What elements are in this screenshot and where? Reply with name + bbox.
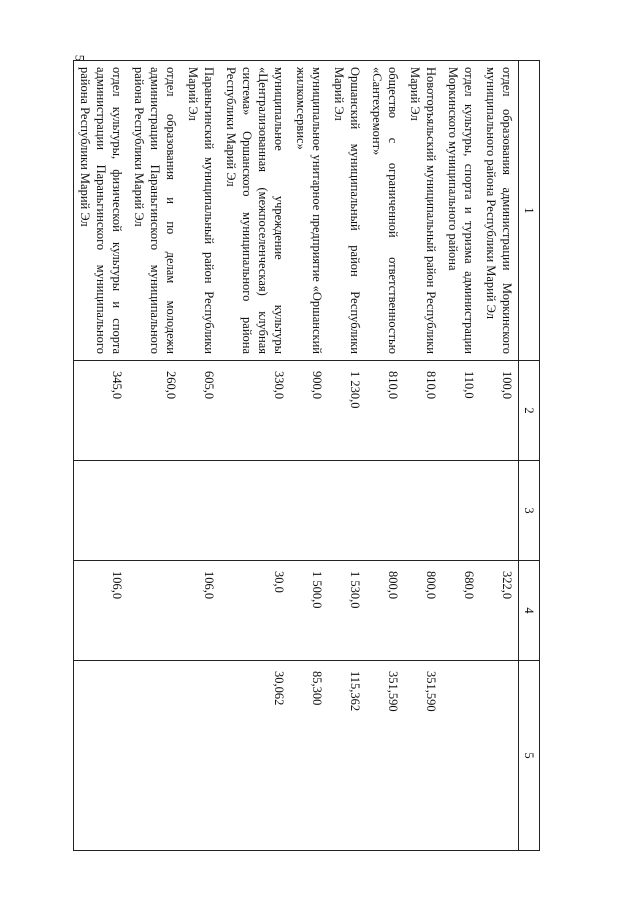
row-value-col3 [442, 461, 480, 561]
table-row [480, 61, 519, 851]
row-name-cell: отдел культуры, физической культуры и спорта администрации Параньгинского муниципального района Республики Марий Эл [74, 61, 129, 361]
table-row [128, 61, 182, 851]
row-value-col2: 100,0 [480, 361, 519, 461]
table-row [74, 61, 129, 851]
table-row [328, 61, 366, 851]
row-value-col3 [74, 461, 129, 561]
row-value-col5: 85,300 [290, 661, 328, 851]
row-value-col2: 900,0 [290, 361, 328, 461]
row-value-col4: 680,0 [442, 561, 480, 661]
column-header: 4 [519, 561, 540, 661]
table-row [442, 61, 480, 851]
row-value-col2: 345,0 [74, 361, 129, 461]
table-row [404, 61, 442, 851]
row-value-col3 [182, 461, 220, 561]
row-value-col5 [442, 661, 480, 851]
row-value-col5 [182, 661, 220, 851]
row-value-col4: 1 530,0 [328, 561, 366, 661]
table-row [220, 61, 290, 851]
row-name-cell: отдел образования администрации Моркинского муниципального района Республики Марий Эл [480, 61, 519, 361]
rotated-table-sheet [78, 60, 540, 850]
row-value-col3 [480, 461, 519, 561]
row-value-col2: 260,0 [128, 361, 182, 461]
budget-table [73, 60, 540, 851]
row-value-col4: 322,0 [480, 561, 519, 661]
row-value-col4: 800,0 [366, 561, 404, 661]
row-name-cell: отдел образования и по делам молодежи администрации Параньгинского муниципального района Республики Марий Эл [128, 61, 182, 361]
row-name-cell: Новоторъяльский муниципальный район Республики Марий Эл [404, 61, 442, 361]
row-value-col2: 810,0 [366, 361, 404, 461]
row-value-col5 [128, 661, 182, 851]
row-value-col3 [366, 461, 404, 561]
row-value-col2: 110,0 [442, 361, 480, 461]
table-header-row [519, 61, 540, 851]
row-value-col2: 1 230,0 [328, 361, 366, 461]
column-header: 5 [519, 661, 540, 851]
column-header: 1 [519, 61, 540, 361]
row-value-col4: 106,0 [182, 561, 220, 661]
row-value-col3 [328, 461, 366, 561]
row-name-cell: муниципальное унитарное предприятие «Оршанский жилкомсервис» [290, 61, 328, 361]
row-value-col3 [128, 461, 182, 561]
row-value-col5 [480, 661, 519, 851]
row-value-col5: 115,362 [328, 661, 366, 851]
row-name-cell: Оршанский муниципальный район Республики Марий Эл [328, 61, 366, 361]
table-row [182, 61, 220, 851]
row-name-cell: Параньгинский муниципальный район Республики Марий Эл [182, 61, 220, 361]
row-value-col5: 351,590 [366, 661, 404, 851]
row-value-col4: 800,0 [404, 561, 442, 661]
row-value-col4 [128, 561, 182, 661]
row-value-col3 [404, 461, 442, 561]
row-value-col3 [290, 461, 328, 561]
row-name-cell: отдел культуры, спорта и туризма администрации Моркинского муниципального района [442, 61, 480, 361]
row-value-col4: 1 500,0 [290, 561, 328, 661]
row-value-col2: 605,0 [182, 361, 220, 461]
column-header: 2 [519, 361, 540, 461]
row-value-col3 [220, 461, 290, 561]
row-name-cell: муниципальное учреждение культуры «Централизованная (межпоселенческая) клубная система» Оршанского муниципального района Республики Марий Эл [220, 61, 290, 361]
row-value-col5 [74, 661, 129, 851]
column-header: 3 [519, 461, 540, 561]
row-value-col4: 30,0 [220, 561, 290, 661]
row-value-col5: 351,590 [404, 661, 442, 851]
row-value-col2: 810,0 [404, 361, 442, 461]
table-row [290, 61, 328, 851]
row-value-col4: 106,0 [74, 561, 129, 661]
row-name-cell: общество с ограниченной ответственностью «Сантехремонт» [366, 61, 404, 361]
table-row [366, 61, 404, 851]
page-number: 5 [72, 54, 88, 62]
row-value-col2: 330,0 [220, 361, 290, 461]
row-value-col5: 30,062 [220, 661, 290, 851]
